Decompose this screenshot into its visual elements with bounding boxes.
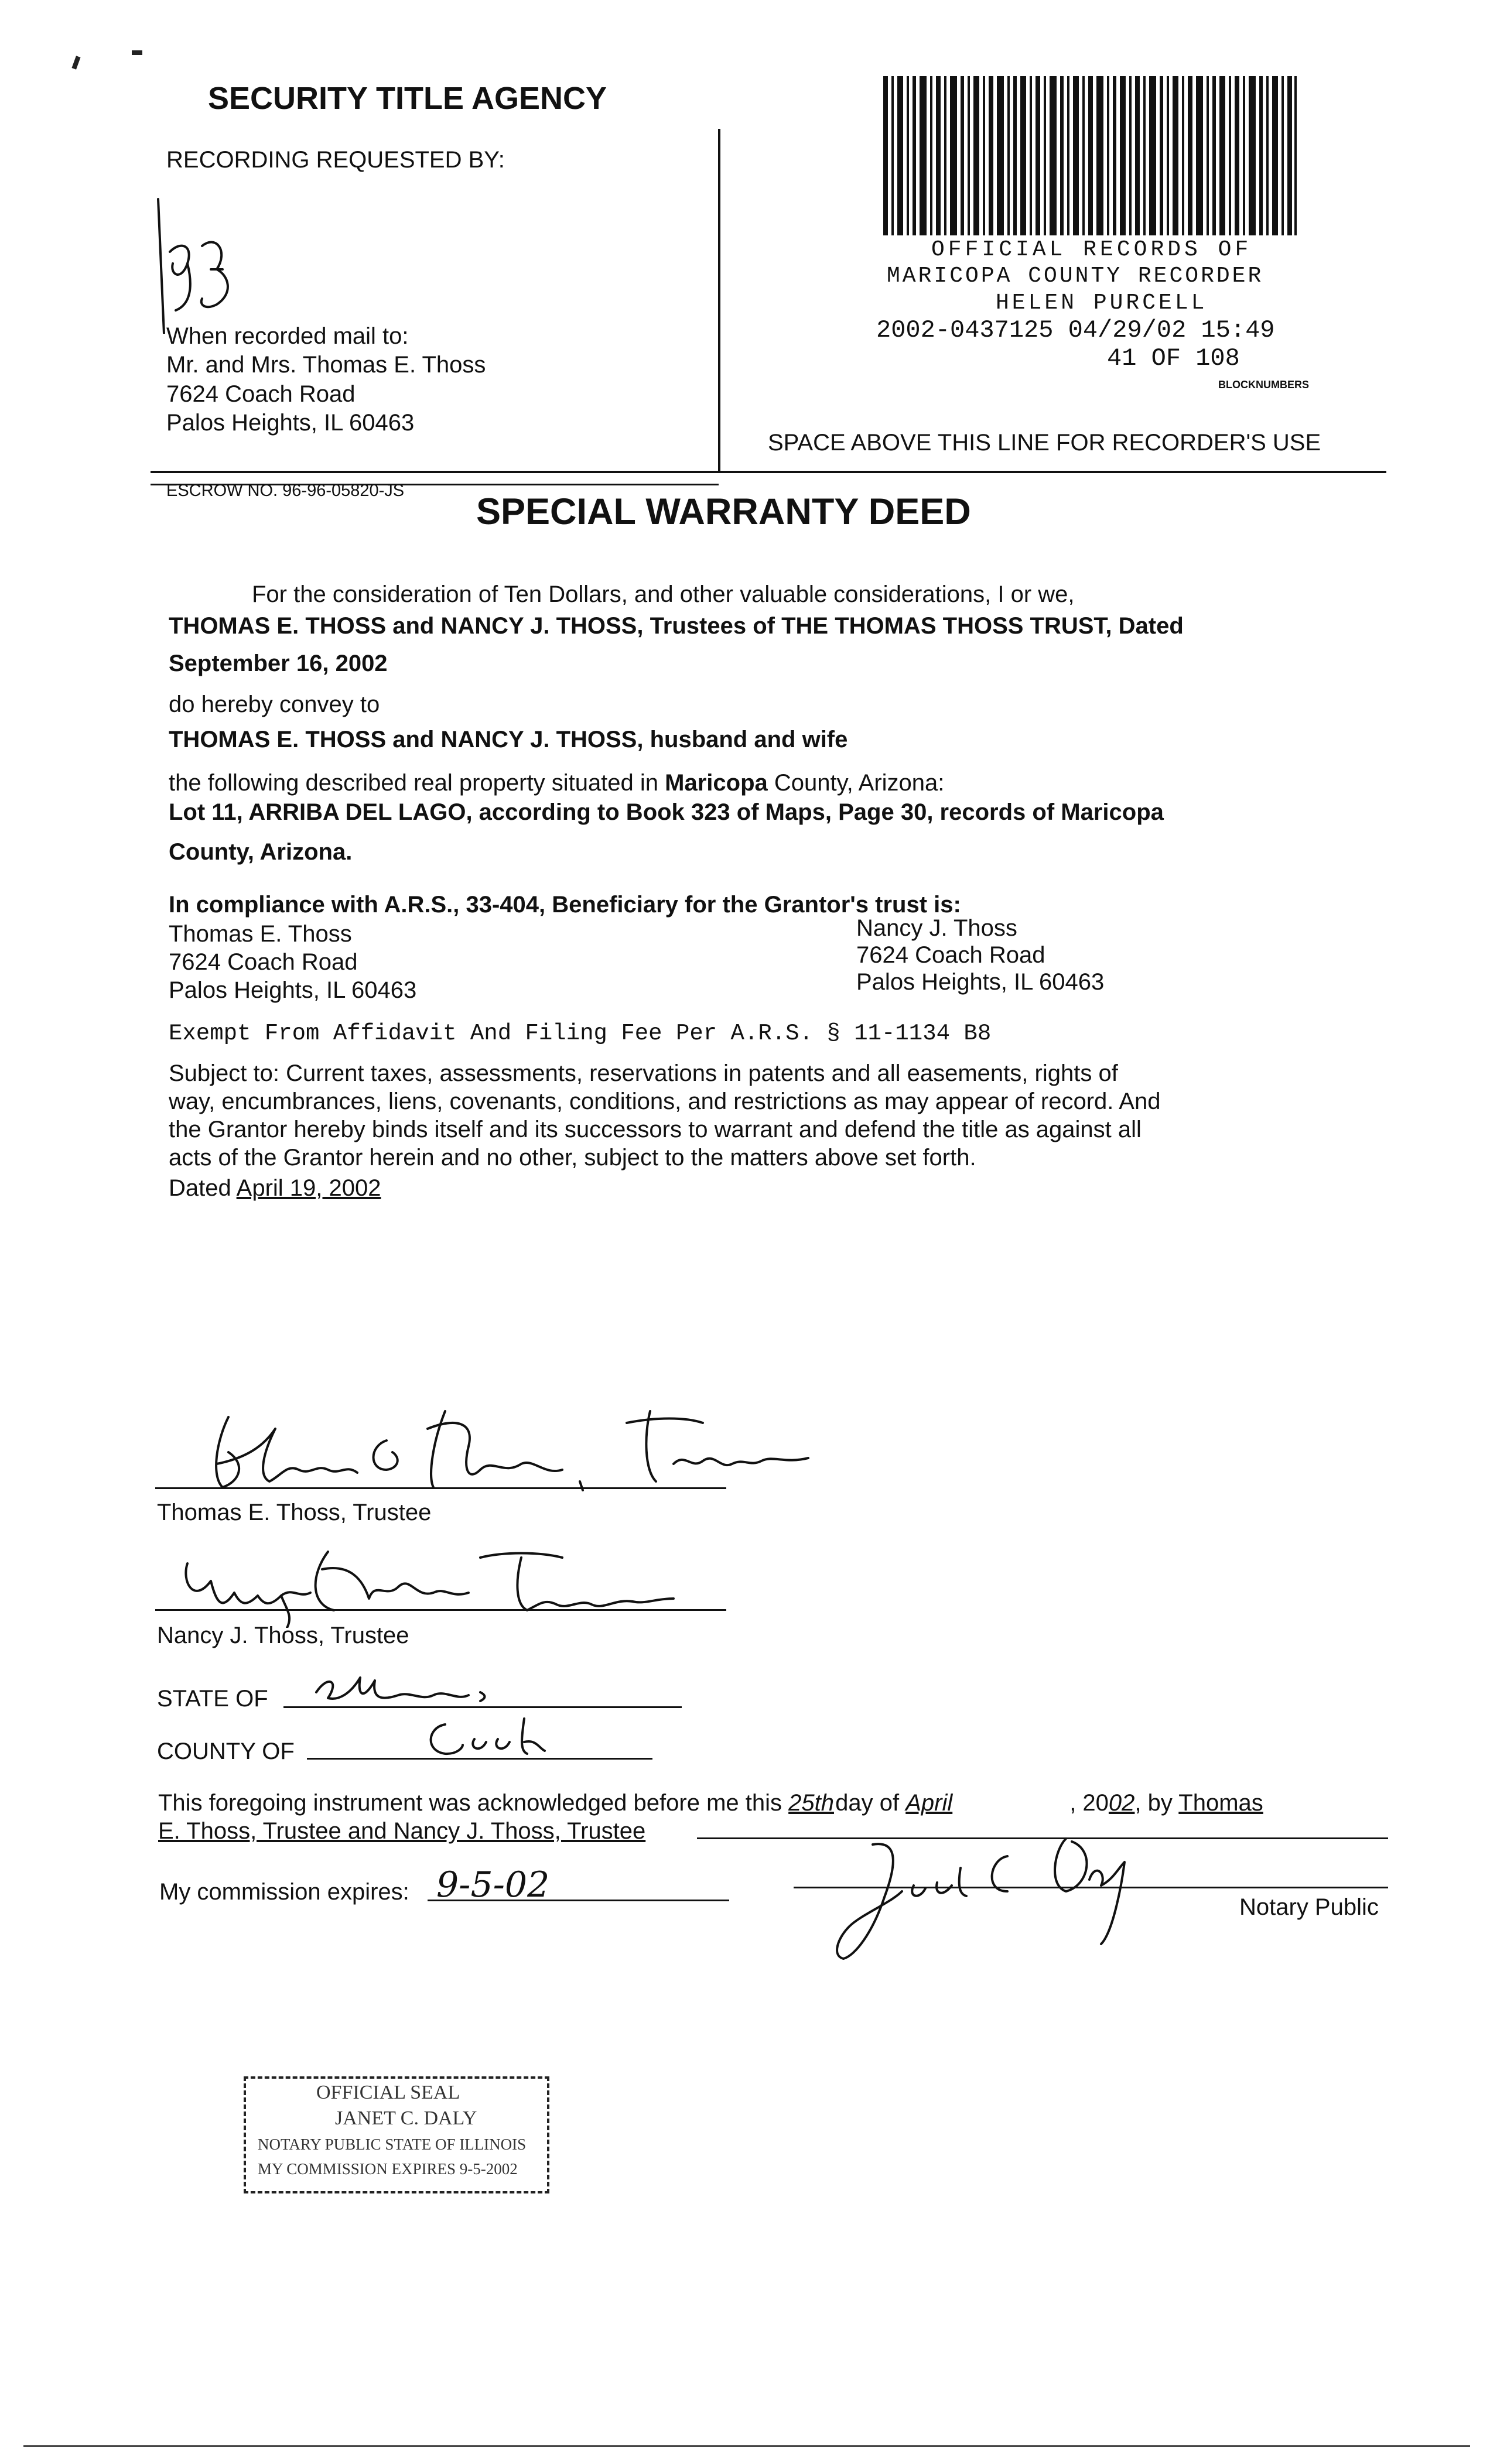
header-bottom-rule [151,471,1386,473]
barcode [883,76,1297,235]
compliance-text: In compliance with A.R.S., 33-404, Beneficiary for the Grantor's trust is: [169,892,961,918]
seal-line: MY COMMISSION EXPIRES 9-5-2002 [258,2160,518,2178]
ack-pre: This foregoing instrument was acknowledged before me this [158,1790,789,1816]
commission-value: 9-5-02 [436,1864,550,1905]
beneficiary-right: 7624 Coach Road [856,942,1045,968]
acknowledgment-line [158,1788,1263,1818]
trustee-label-nancy: Nancy J. Thoss, Trustee [157,1623,409,1648]
grantor-line: THOMAS E. THOSS and NANCY J. THOSS, Trustees of THE THOMAS THOSS TRUST, Dated [169,613,1184,639]
consideration-text: For the consideration of Ten Dollars, and other valuable considerations, I or we, [252,581,1075,607]
trustee-signature-nancy [176,1540,703,1628]
ack-year-pre: , 20 [1069,1790,1109,1816]
signature-line-nancy [155,1609,726,1611]
seal-line: NOTARY PUBLIC STATE OF ILLINOIS [258,2136,527,2153]
exempt-text: Exempt From Affidavit And Filing Fee Per A.R.S. § 11-1134 B8 [169,1021,992,1046]
grantee-line: THOMAS E. THOSS and NANCY J. THOSS, husband and wife [169,727,848,752]
ack-by: , by [1134,1790,1179,1816]
signature-line-thomas [155,1487,726,1489]
beneficiary-left: Thomas E. Thoss [169,921,352,947]
subject-text: acts of the Grantor herein and no other, subject to the matters above set forth. [169,1145,976,1171]
scan-bottom-edge [23,2445,1470,2447]
state-label: STATE OF [157,1686,268,1712]
mail-to-label: When recorded mail to: [166,323,409,349]
county-handwriting [422,1716,551,1763]
legal-description: County, Arizona. [169,839,353,865]
subject-text: the Grantor hereby binds itself and its successors to warrant and defend the title as against all [169,1117,1142,1142]
recorder-line: MARICOPA COUNTY RECORDER [887,263,1264,289]
notary-signature-line [794,1887,1388,1888]
subject-text: way, encumbrances, liens, covenants, conditions, and restrictions as may appear of record. And [169,1089,1161,1114]
escrow-number: ESCROW NO. 96-96-05820-JS [166,481,405,500]
notary-signature [814,1827,1142,1967]
property-location [169,768,944,798]
recorder-space-note: SPACE ABOVE THIS LINE FOR RECORDER'S USE [768,430,1321,456]
commission-label: My commission expires: [159,1879,409,1905]
seal-line: OFFICIAL SEAL [316,2082,460,2103]
notary-public-label: Notary Public [1239,1894,1379,1920]
ack-year: 02 [1108,1790,1135,1816]
mail-to-line: Mr. and Mrs. Thomas E. Thoss [166,352,486,378]
ack-month: April [905,1790,953,1816]
header-divider-vertical [718,129,720,473]
document-title: SPECIAL WARRANTY DEED [476,491,971,532]
ack-day: 25th [788,1790,834,1816]
mail-to-line: 7624 Coach Road [166,381,356,407]
beneficiary-left: Palos Heights, IL 60463 [169,977,417,1003]
mail-to-line: Palos Heights, IL 60463 [166,410,415,436]
property-pre: the following described real property situated in [169,770,665,796]
beneficiary-left: 7624 Coach Road [169,949,358,975]
recorder-page-count: 41 OF 108 [1107,344,1240,372]
recorder-line: HELEN PURCELL [996,290,1208,316]
dated-label: Dated [169,1175,237,1201]
ack-name: Thomas [1178,1790,1263,1816]
grantor-date: September 16, 2002 [169,651,388,676]
property-county: Maricopa [665,770,768,796]
scan-mark [71,56,80,69]
trustee-label-thomas: Thomas E. Thoss, Trustee [157,1500,432,1525]
dated-value: April 19, 2002 [236,1175,381,1201]
recording-requested-label: RECORDING REQUESTED BY: [166,147,505,173]
recorder-line: OFFICIAL RECORDS OF [931,237,1252,262]
legal-description: Lot 11, ARRIBA DEL LAGO, according to Book 323 of Maps, Page 30, records of Maricopa [169,799,1164,825]
beneficiary-right: Nancy J. Thoss [856,915,1017,941]
agency-name: SECURITY TITLE AGENCY [208,81,607,116]
county-label: COUNTY OF [157,1739,295,1764]
ack-mid: day of [835,1790,906,1816]
recorder-block-label: BLOCKNUMBERS [1218,379,1309,391]
property-post: County, Arizona: [767,770,945,796]
state-handwriting [305,1669,492,1710]
acknowledgment-names: E. Thoss, Trustee and Nancy J. Thoss, Trustee [158,1818,646,1844]
convey-text: do hereby convey to [169,692,380,717]
dated-line [169,1173,381,1203]
scan-mark [132,50,142,55]
seal-line: JANET C. DALY [335,2107,477,2129]
beneficiary-right: Palos Heights, IL 60463 [856,969,1105,995]
recorder-document-number: 2002-0437125 04/29/02 15:49 [876,316,1275,344]
subject-text: Subject to: Current taxes, assessments, reservations in patents and all easements, rights of [169,1060,1118,1086]
initials-signature [146,187,275,334]
